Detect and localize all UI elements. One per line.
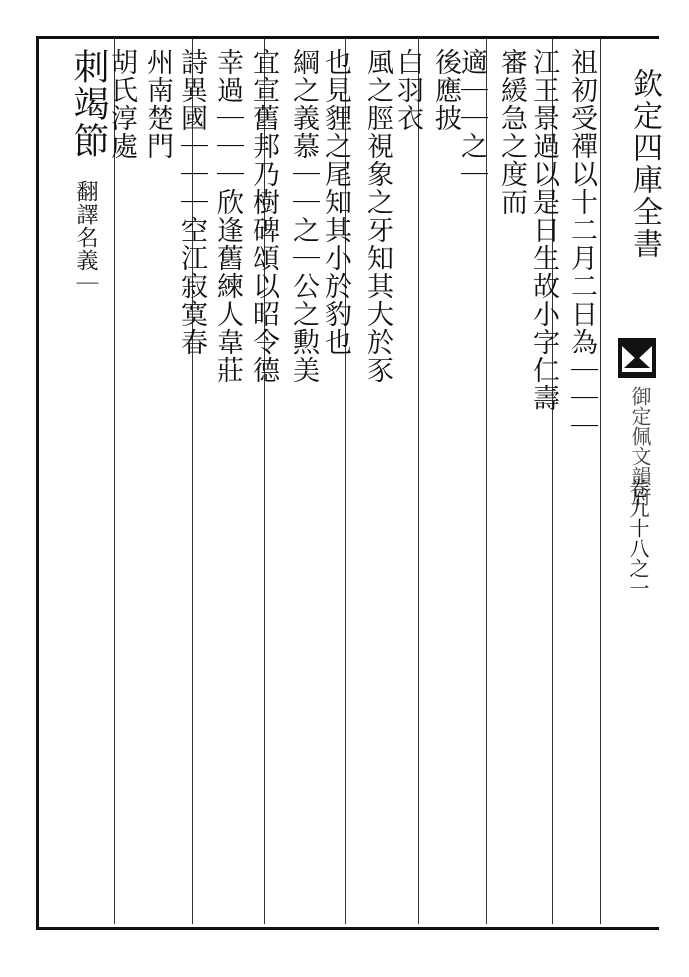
column-rule (600, 39, 601, 924)
text-column: 也見貍之尾知其小於豹也 (320, 48, 351, 356)
volume-label: 卷九十八之一 (626, 478, 650, 598)
text-column: 詩異國｜｜｜空江寂寞春 (176, 48, 207, 356)
text-column: 刺竭節 (68, 48, 109, 159)
text-column: 風之脛視象之牙知其大於豕 (362, 48, 393, 384)
book-header (618, 48, 662, 928)
text-column: 祖初受禪以十二月二日為｜｜｜ (566, 48, 597, 440)
text-column: 幸過｜｜｜欣逢舊練人韋莊 (212, 48, 243, 384)
text-column: 後應披 (430, 48, 461, 132)
text-column: 胡氏淳處 (106, 48, 137, 160)
column-rule (418, 39, 419, 924)
text-column: 審緩急之度而 (496, 48, 527, 216)
fishtail-mark-icon (618, 338, 656, 378)
text-column: 翻譯名義｜ (73, 180, 98, 295)
text-column: 州南楚門 (142, 48, 173, 160)
text-column: 適｜｜之｜ (456, 48, 487, 188)
book-subtitle: 御定佩文韻府 (628, 386, 652, 506)
text-column: 白羽衣 (392, 48, 423, 132)
column-rule (114, 39, 115, 924)
text-column: 宜宣舊邦乃樹碑頌以昭令德 (248, 48, 279, 384)
text-column: 江王景過以是日生故小字仁壽 (528, 48, 559, 412)
text-column: 綱之義慕｜｜之｜公之勲美 (288, 48, 319, 384)
book-title: 欽定四庫全書 (627, 68, 662, 260)
